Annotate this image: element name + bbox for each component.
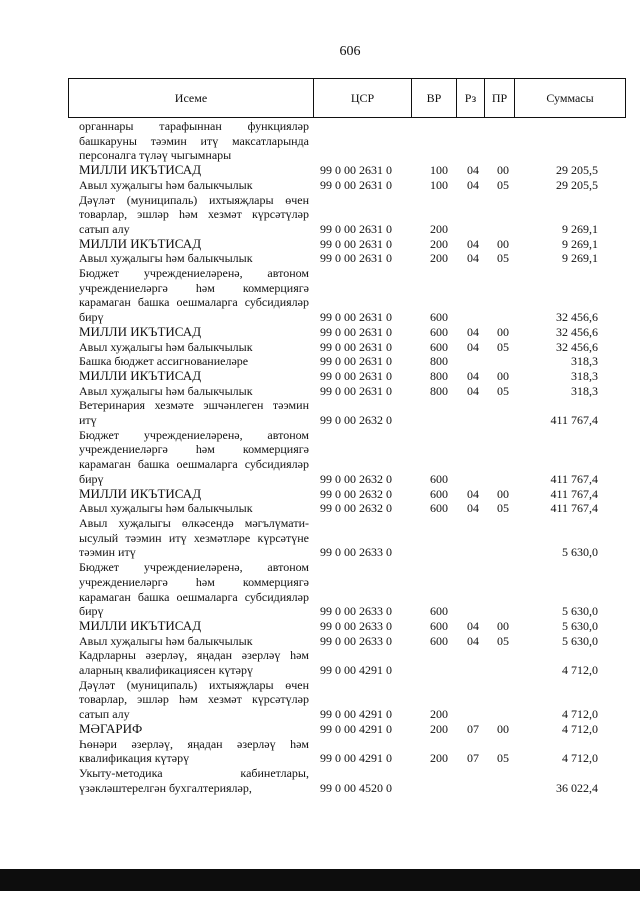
cell-rz <box>458 428 488 487</box>
table-row <box>79 398 598 427</box>
table-row <box>79 251 598 266</box>
cell-name <box>79 648 309 677</box>
row-name: Ветеринария хезмәте эшчәнлеген тәэмин итү <box>79 398 309 428</box>
header-sum: Суммасы <box>546 90 594 105</box>
cell-vr: 600 <box>430 604 448 619</box>
cell-vr: 100 <box>430 163 448 178</box>
cell-pr: 00 <box>497 163 509 178</box>
cell-vr: 800 <box>430 354 448 369</box>
header-csr: ЦСР <box>314 79 412 117</box>
cell-name <box>79 119 309 163</box>
cell-name <box>79 766 309 795</box>
cell-pr: 00 <box>497 324 509 339</box>
table-row <box>79 384 598 399</box>
row-name: Бюджет учреждениеләренә, автоном учреждениеләргә һәм коммерциягә карамаган башка оешмаларга субсидияләр бирү <box>79 560 309 619</box>
cell-vr: 200 <box>430 221 448 236</box>
table-row <box>79 487 598 502</box>
cell-csr: 99 0 00 2631 0 <box>320 339 392 354</box>
cell-rz <box>458 516 488 560</box>
cell-pr: 05 <box>497 339 509 354</box>
cell-rz <box>458 678 488 722</box>
cell-csr: 99 0 00 2631 0 <box>320 163 392 178</box>
cell-sum: 4 712,0 <box>562 707 598 722</box>
cell-vr: 600 <box>430 339 448 354</box>
cell-sum: 4 712,0 <box>562 751 598 766</box>
cell-sum: 5 630,0 <box>562 604 598 619</box>
row-name: Бюджет учреждениеләренә, автоном учреждениеләргә һәм коммерциягә карамаган башка оешмаларга субсидияләр бирү <box>79 427 309 486</box>
table-row <box>79 516 598 560</box>
cell-vr: 600 <box>430 310 448 325</box>
header-vr: ВР <box>412 79 457 117</box>
cell-sum: 36 022,4 <box>556 780 598 795</box>
page-number: 606 <box>339 44 361 59</box>
cell-sum: 411 767,4 <box>550 471 598 486</box>
cell-name <box>79 251 309 266</box>
table-row <box>79 193 598 237</box>
cell-name <box>79 678 309 722</box>
cell-rz: 04 <box>467 501 479 516</box>
row-name: Дәүләт (муниципаль) ихтыяҗлары өчен товарлар, эшләр һәм хезмәт күрсәтүләр сатып алу <box>79 677 309 722</box>
cell-sum: 9 269,1 <box>562 221 598 236</box>
table-row <box>79 163 598 178</box>
cell-pr: 05 <box>497 251 509 266</box>
cell-rz: 04 <box>467 339 479 354</box>
table-row <box>79 266 598 325</box>
table-row <box>79 354 598 369</box>
cell-rz <box>458 266 488 325</box>
cell-csr: 99 0 00 2631 0 <box>320 221 392 236</box>
cell-vr: 800 <box>430 368 448 383</box>
cell-vr: 600 <box>430 501 448 516</box>
cell-name <box>79 560 309 619</box>
row-name: МИЛЛИ ИКЪТИСАД <box>79 235 202 251</box>
cell-sum: 32 456,6 <box>556 310 598 325</box>
cell-rz: 04 <box>467 383 479 398</box>
cell-pr <box>488 428 518 487</box>
cell-pr: 00 <box>497 486 509 501</box>
cell-name <box>79 722 309 737</box>
table-row <box>79 737 598 766</box>
cell-sum: 318,3 <box>571 354 598 369</box>
cell-sum: 4 712,0 <box>562 663 598 678</box>
cell-vr: 200 <box>430 251 448 266</box>
cell-pr: 05 <box>497 633 509 648</box>
cell-pr <box>488 354 518 369</box>
cell-name <box>79 237 309 252</box>
cell-vr: 600 <box>430 633 448 648</box>
cell-pr <box>488 266 518 325</box>
cell-csr: 99 0 00 2633 0 <box>320 618 392 633</box>
cell-pr: 00 <box>497 236 509 251</box>
cell-pr: 00 <box>497 618 509 633</box>
row-name: МИЛЛИ ИКЪТИСАД <box>79 617 202 633</box>
table-row <box>79 178 598 193</box>
cell-name <box>79 501 309 516</box>
row-name: Һөнәри әзерләү, яңадан әзерләү һәм квалификация күтәрү <box>79 736 309 766</box>
table-row <box>79 722 598 737</box>
cell-rz <box>458 766 488 795</box>
cell-pr <box>488 560 518 619</box>
table-row <box>79 634 598 649</box>
header-pr: ПР <box>485 79 515 117</box>
cell-vr <box>420 648 458 677</box>
table-row <box>79 340 598 355</box>
cell-csr: 99 0 00 2631 0 <box>320 177 392 192</box>
cell-sum: 318,3 <box>571 368 598 383</box>
cell-pr <box>488 398 518 427</box>
table-row <box>79 369 598 384</box>
row-name: Авыл хуҗалыгы һәм балыкчылык <box>79 383 253 398</box>
cell-rz: 04 <box>467 618 479 633</box>
row-name: МӘГАРИФ <box>79 720 143 736</box>
cell-name <box>79 325 309 340</box>
cell-vr: 200 <box>430 721 448 736</box>
cell-pr <box>488 119 518 163</box>
cell-rz: 04 <box>467 368 479 383</box>
cell-pr: 05 <box>497 501 509 516</box>
cell-pr <box>488 516 518 560</box>
cell-name <box>79 340 309 355</box>
cell-csr: 99 0 00 2632 0 <box>320 413 392 428</box>
row-name: Дәүләт (муниципаль) ихтыяҗлары өчен товарлар, эшләр һәм хезмәт күрсәтүләр сатып алу <box>79 192 309 236</box>
cell-rz: 07 <box>467 751 479 766</box>
cell-name <box>79 516 309 560</box>
cell-sum: 9 269,1 <box>562 236 598 251</box>
cell-rz: 04 <box>467 486 479 501</box>
table-row <box>79 428 598 487</box>
cell-csr: 99 0 00 2632 0 <box>320 471 392 486</box>
cell-csr: 99 0 00 2631 0 <box>320 251 392 266</box>
row-name: Башка бюджет ассигнованиеләре <box>79 354 249 369</box>
cell-csr: 99 0 00 4291 0 <box>320 721 392 736</box>
scan-edge-bar <box>0 869 640 891</box>
cell-pr: 05 <box>497 177 509 192</box>
row-name: Авыл хуҗалыгы өлкәсендә мәгълүмати-ысулый тәэмин итү хезмәтләре күрсәтүне тәэмин итү <box>79 515 309 560</box>
cell-vr: 600 <box>430 618 448 633</box>
cell-pr <box>488 766 518 795</box>
budget-table <box>79 119 598 795</box>
cell-vr: 200 <box>430 751 448 766</box>
cell-csr: 99 0 00 2631 0 <box>320 354 392 369</box>
cell-sum: 411 767,4 <box>550 486 598 501</box>
row-name: МИЛЛИ ИКЪТИСАД <box>79 485 202 501</box>
table-row <box>79 501 598 516</box>
cell-csr: 99 0 00 2631 0 <box>320 368 392 383</box>
cell-vr: 600 <box>430 486 448 501</box>
cell-rz <box>458 354 488 369</box>
cell-pr <box>488 678 518 722</box>
cell-sum: 411 767,4 <box>550 501 598 516</box>
cell-vr: 100 <box>430 177 448 192</box>
cell-vr <box>420 516 458 560</box>
cell-csr <box>309 119 420 163</box>
cell-csr: 99 0 00 2633 0 <box>320 604 392 619</box>
cell-pr: 05 <box>497 383 509 398</box>
cell-vr <box>420 766 458 795</box>
cell-name <box>79 193 309 237</box>
cell-sum: 29 205,5 <box>556 177 598 192</box>
cell-name <box>79 634 309 649</box>
cell-csr: 99 0 00 2631 0 <box>320 236 392 251</box>
cell-rz <box>458 193 488 237</box>
cell-name <box>79 398 309 427</box>
table-row <box>79 678 598 722</box>
table-row <box>79 560 598 619</box>
cell-sum: 9 269,1 <box>562 251 598 266</box>
header-rz: Рз <box>457 79 485 117</box>
table-header <box>68 78 626 118</box>
cell-vr: 600 <box>430 471 448 486</box>
table-row <box>79 766 598 795</box>
cell-name <box>79 369 309 384</box>
row-name: Авыл хуҗалыгы һәм балыкчылык <box>79 633 253 648</box>
cell-name <box>79 163 309 178</box>
row-name: МИЛЛИ ИКЪТИСАД <box>79 323 202 339</box>
header-name: Исеме <box>69 79 314 117</box>
cell-vr <box>420 398 458 427</box>
row-name: Авыл хуҗалыгы һәм балыкчылык <box>79 251 253 266</box>
row-name: Бюджет учреждениеләренә, автоном учреждениеләргә һәм коммерциягә карамаган башка оешмаларга субсидияләр бирү <box>79 266 309 325</box>
cell-sum: 32 456,6 <box>556 339 598 354</box>
cell-csr: 99 0 00 2633 0 <box>320 633 392 648</box>
cell-csr: 99 0 00 4291 0 <box>320 707 392 722</box>
row-name: Авыл хуҗалыгы һәм балыкчылык <box>79 501 253 516</box>
cell-name <box>79 487 309 502</box>
cell-vr: 600 <box>430 324 448 339</box>
cell-csr: 99 0 00 2632 0 <box>320 486 392 501</box>
table-row <box>79 619 598 634</box>
cell-name <box>79 619 309 634</box>
cell-csr: 99 0 00 2633 0 <box>320 545 392 560</box>
row-name: МИЛЛИ ИКЪТИСАД <box>79 162 202 178</box>
cell-rz <box>458 560 488 619</box>
cell-rz: 04 <box>467 633 479 648</box>
cell-sum: 5 630,0 <box>562 545 598 560</box>
cell-name <box>79 428 309 487</box>
cell-csr: 99 0 00 2631 0 <box>320 310 392 325</box>
cell-pr <box>488 648 518 677</box>
cell-name <box>79 178 309 193</box>
row-name: органнары тарафыннан функцияләр башкаруны тәэмин итү максатларында персоналга түләү чыгымнары <box>79 119 309 163</box>
cell-vr <box>420 119 458 163</box>
cell-csr: 99 0 00 2632 0 <box>320 501 392 516</box>
cell-rz <box>458 398 488 427</box>
cell-name <box>79 384 309 399</box>
table-row <box>79 648 598 677</box>
cell-sum: 29 205,5 <box>556 163 598 178</box>
cell-sum: 318,3 <box>571 383 598 398</box>
table-row <box>79 237 598 252</box>
cell-rz: 04 <box>467 251 479 266</box>
row-name: Укыту-методика кабинетлары, үзәкләштерелгән бухгалтерияләр, <box>79 765 309 795</box>
cell-vr: 800 <box>430 383 448 398</box>
cell-vr: 200 <box>430 707 448 722</box>
cell-csr: 99 0 00 4520 0 <box>320 780 392 795</box>
cell-sum: 411 767,4 <box>550 413 598 428</box>
cell-csr: 99 0 00 4291 0 <box>320 663 392 678</box>
cell-name <box>79 266 309 325</box>
row-name: Авыл хуҗалыгы һәм балыкчылык <box>79 339 253 354</box>
row-name: МИЛЛИ ИКЪТИСАД <box>79 367 202 383</box>
cell-sum: 32 456,6 <box>556 324 598 339</box>
cell-rz: 04 <box>467 236 479 251</box>
cell-csr: 99 0 00 2631 0 <box>320 324 392 339</box>
cell-rz: 07 <box>467 721 479 736</box>
cell-name <box>79 737 309 766</box>
cell-csr: 99 0 00 2631 0 <box>320 383 392 398</box>
cell-name <box>79 354 309 369</box>
cell-rz <box>458 119 488 163</box>
cell-pr <box>488 193 518 237</box>
cell-pr: 05 <box>497 751 509 766</box>
cell-sum: 4 712,0 <box>562 721 598 736</box>
cell-sum: 5 630,0 <box>562 633 598 648</box>
row-name: Авыл хуҗалыгы һәм балыкчылык <box>79 177 253 192</box>
cell-rz: 04 <box>467 177 479 192</box>
cell-rz: 04 <box>467 163 479 178</box>
row-name: Кадрларны әзерләү, яңадан әзерләү һәм аларның квалификациясен күтәрү <box>79 648 309 678</box>
cell-vr: 200 <box>430 236 448 251</box>
cell-sum: 5 630,0 <box>562 618 598 633</box>
cell-pr: 00 <box>497 368 509 383</box>
cell-rz: 04 <box>467 324 479 339</box>
cell-sum <box>518 119 598 163</box>
cell-pr: 00 <box>497 721 509 736</box>
table-row <box>79 325 598 340</box>
cell-csr: 99 0 00 4291 0 <box>320 751 392 766</box>
table-row <box>79 119 598 163</box>
cell-rz <box>458 648 488 677</box>
